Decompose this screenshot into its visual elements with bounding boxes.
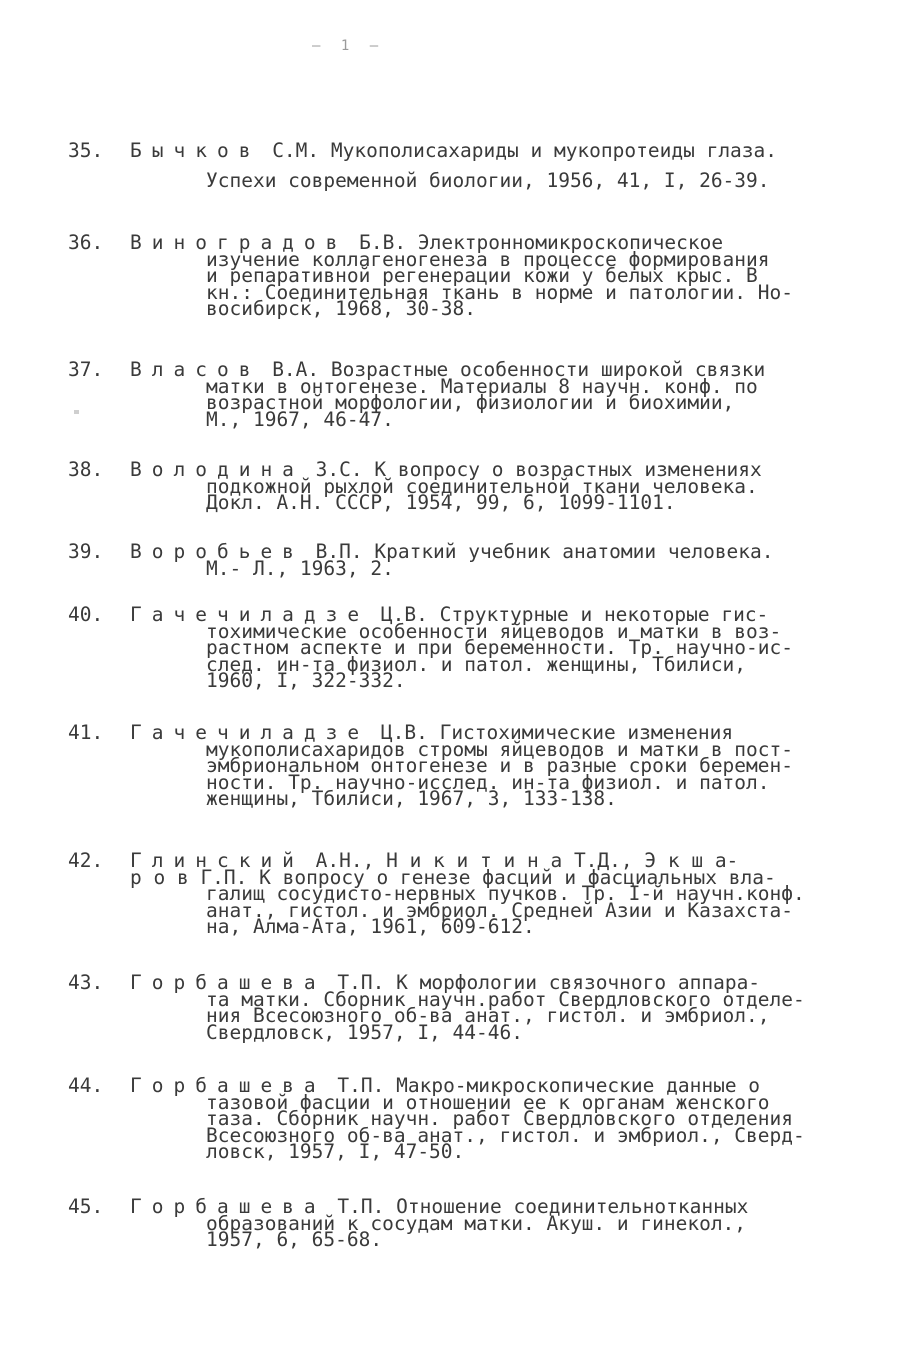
- entry-line: мукополисахаридов стромы яйцеводов и матки в пост-: [206, 737, 793, 761]
- entry-author: Горбашева: [130, 1074, 326, 1097]
- bibliography-entry-37: [68, 358, 858, 431]
- entry-number: 37.: [68, 358, 104, 381]
- entry-line: женщины, Тбилиси, 1967, 3, 133-138.: [206, 787, 617, 810]
- entry-line: галищ сосудисто-нервных пучков. Тр. I-й научн.конф.: [206, 882, 805, 905]
- entry-line: 1957, 6, 65-68.: [206, 1228, 383, 1251]
- entry-line: анат., гистол. и эмбриол. Средней Азии и Казахста-: [206, 898, 793, 922]
- entry-line: р о в Г.П. К вопросу о генезе фасций и фасциальных вла-: [130, 865, 776, 889]
- bibliography-entry-43: [68, 971, 858, 1044]
- entry-author: Володина: [130, 458, 304, 481]
- entry-author: Бычков: [130, 139, 261, 162]
- entry-line: возрастной морфологии, физиологии и биохимии,: [206, 391, 735, 414]
- entry-line: растном аспекте и при беременности. Тр. научно-ис-: [206, 636, 793, 659]
- entry-line: ния Всесоюзного об-ва анат., гистол. и эмбриол.,: [206, 1004, 770, 1027]
- bibliography-entry-36: [68, 231, 858, 320]
- bibliography-entry-45: [68, 1195, 858, 1251]
- entry-number: 35.: [68, 139, 104, 162]
- bibliography-entry-39: [68, 540, 858, 580]
- entry-line: матки в онтогенезе. Материалы 8 научн. конф. по: [206, 374, 758, 398]
- entry-line: и репаративной регенерации кожи у белых крыс. В: [206, 264, 758, 287]
- entry-author: Виноградов: [130, 231, 348, 254]
- entry-author: Горбашева: [130, 1195, 326, 1218]
- entry-number: 42.: [68, 849, 104, 872]
- entry-text: В.А. Возрастные особенности широкой связки: [260, 358, 766, 381]
- entry-number: 38.: [68, 458, 104, 481]
- page-number-mark: – 1 –: [312, 38, 385, 54]
- bibliography-entry-38: [68, 458, 858, 514]
- bibliography-entry-42: [68, 849, 858, 938]
- entry-author: Горбашева: [130, 971, 326, 994]
- entry-line: подкожной рыхлой соединительной ткани человека.: [206, 474, 758, 498]
- entry-number: 43.: [68, 971, 104, 994]
- entry-number: 39.: [68, 540, 104, 563]
- entry-text: Т.П. К морфологии связочного аппара-: [325, 971, 761, 994]
- entry-line: ловск, 1957, I, 47-50.: [206, 1140, 465, 1163]
- entry-text: С.М. Мукополисахариды и мукопротеиды глаза.: [260, 139, 778, 162]
- entry-author: Власов: [130, 358, 261, 381]
- entry-line: ности. Тр. научно-исслед. ин-та физиол. и патол.: [206, 770, 770, 794]
- entry-text: Т.П. Отношение соединительнотканных: [325, 1195, 749, 1218]
- entry-line: тазовой фасции и отношении ее к органам женского: [206, 1090, 770, 1114]
- entry-line: на, Алма-Ата, 1961, 609-612.: [206, 915, 535, 938]
- entry-author: Воробьев: [130, 540, 304, 563]
- entry-line: таза. Сборник научн. работ Свердловского отделения: [206, 1107, 793, 1130]
- entry-text: Ц.В. Гистохимические изменения: [369, 721, 734, 744]
- entry-number: 41.: [68, 721, 104, 744]
- entry-line: тохимические особенности яйцеводов и матки в воз-: [206, 619, 782, 643]
- bibliography-entry-40: [68, 603, 858, 692]
- entry-first-line: [68, 540, 858, 563]
- entry-line: Всесоюзного об-ва анат., гистол. и эмбриол., Сверд-: [206, 1123, 805, 1147]
- entry-line: восибирск, 1968, 30-38.: [206, 297, 477, 320]
- entry-line: эмбриональном онтогенезе и в разные сроки беремен-: [206, 754, 793, 777]
- entry-line: кн.: Соединительная ткань в норме и патологии. Но-: [206, 280, 793, 304]
- entry-line: М., 1967, 46-47.: [206, 407, 394, 431]
- entry-number: 36.: [68, 231, 104, 254]
- entry-line: образований к сосудам матки. Акуш. и гинекол.,: [206, 1211, 747, 1235]
- entry-author: Глинский: [130, 849, 304, 872]
- bibliography-entry-44: [68, 1074, 858, 1163]
- entry-line: М.- Л., 1963, 2.: [206, 556, 394, 580]
- entry-text: А.Н., Н и к и т и н а Т.Д., Э к ш а-: [303, 849, 739, 872]
- bibliography-entry-41: [68, 721, 858, 810]
- entry-first-line: [68, 139, 858, 162]
- entry-line: след. ин-та физиол. и патол. женщины, Тбилиси,: [206, 652, 747, 676]
- entry-line: та матки. Сборник научн.работ Свердловского отделе-: [206, 987, 805, 1011]
- entry-line: 1960, I, 322-332.: [206, 669, 406, 692]
- entry-line: Докл. А.Н. СССР, 1954, 99, 6, 1099-1101.: [206, 491, 676, 514]
- entry-text: Б.В. Электронномикроскопическое: [347, 231, 724, 254]
- entry-line: Успехи современной биологии, 1956, 41, I, 26-39.: [206, 168, 770, 192]
- entry-text: Т.П. Макро-микроскопические данные о: [325, 1074, 761, 1097]
- entry-text: З.С. К вопросу о возрастных изменениях: [303, 458, 762, 481]
- entry-number: 45.: [68, 1195, 104, 1218]
- entry-text: Ц.В. Структурные и некоторые гис-: [369, 603, 769, 626]
- entry-number: 40.: [68, 603, 104, 626]
- entry-author: Гачечиладзе: [130, 603, 370, 626]
- entry-text: В.П. Краткий учебник анатомии человека.: [303, 540, 774, 563]
- bibliography-entry-35: [68, 139, 858, 192]
- entry-line: Свердловск, 1957, I, 44-46.: [206, 1020, 523, 1044]
- entry-line: изучение коллагеногенеза в процессе формирования: [206, 247, 770, 271]
- entry-author: Гачечиладзе: [130, 721, 370, 744]
- entry-number: 44.: [68, 1074, 104, 1097]
